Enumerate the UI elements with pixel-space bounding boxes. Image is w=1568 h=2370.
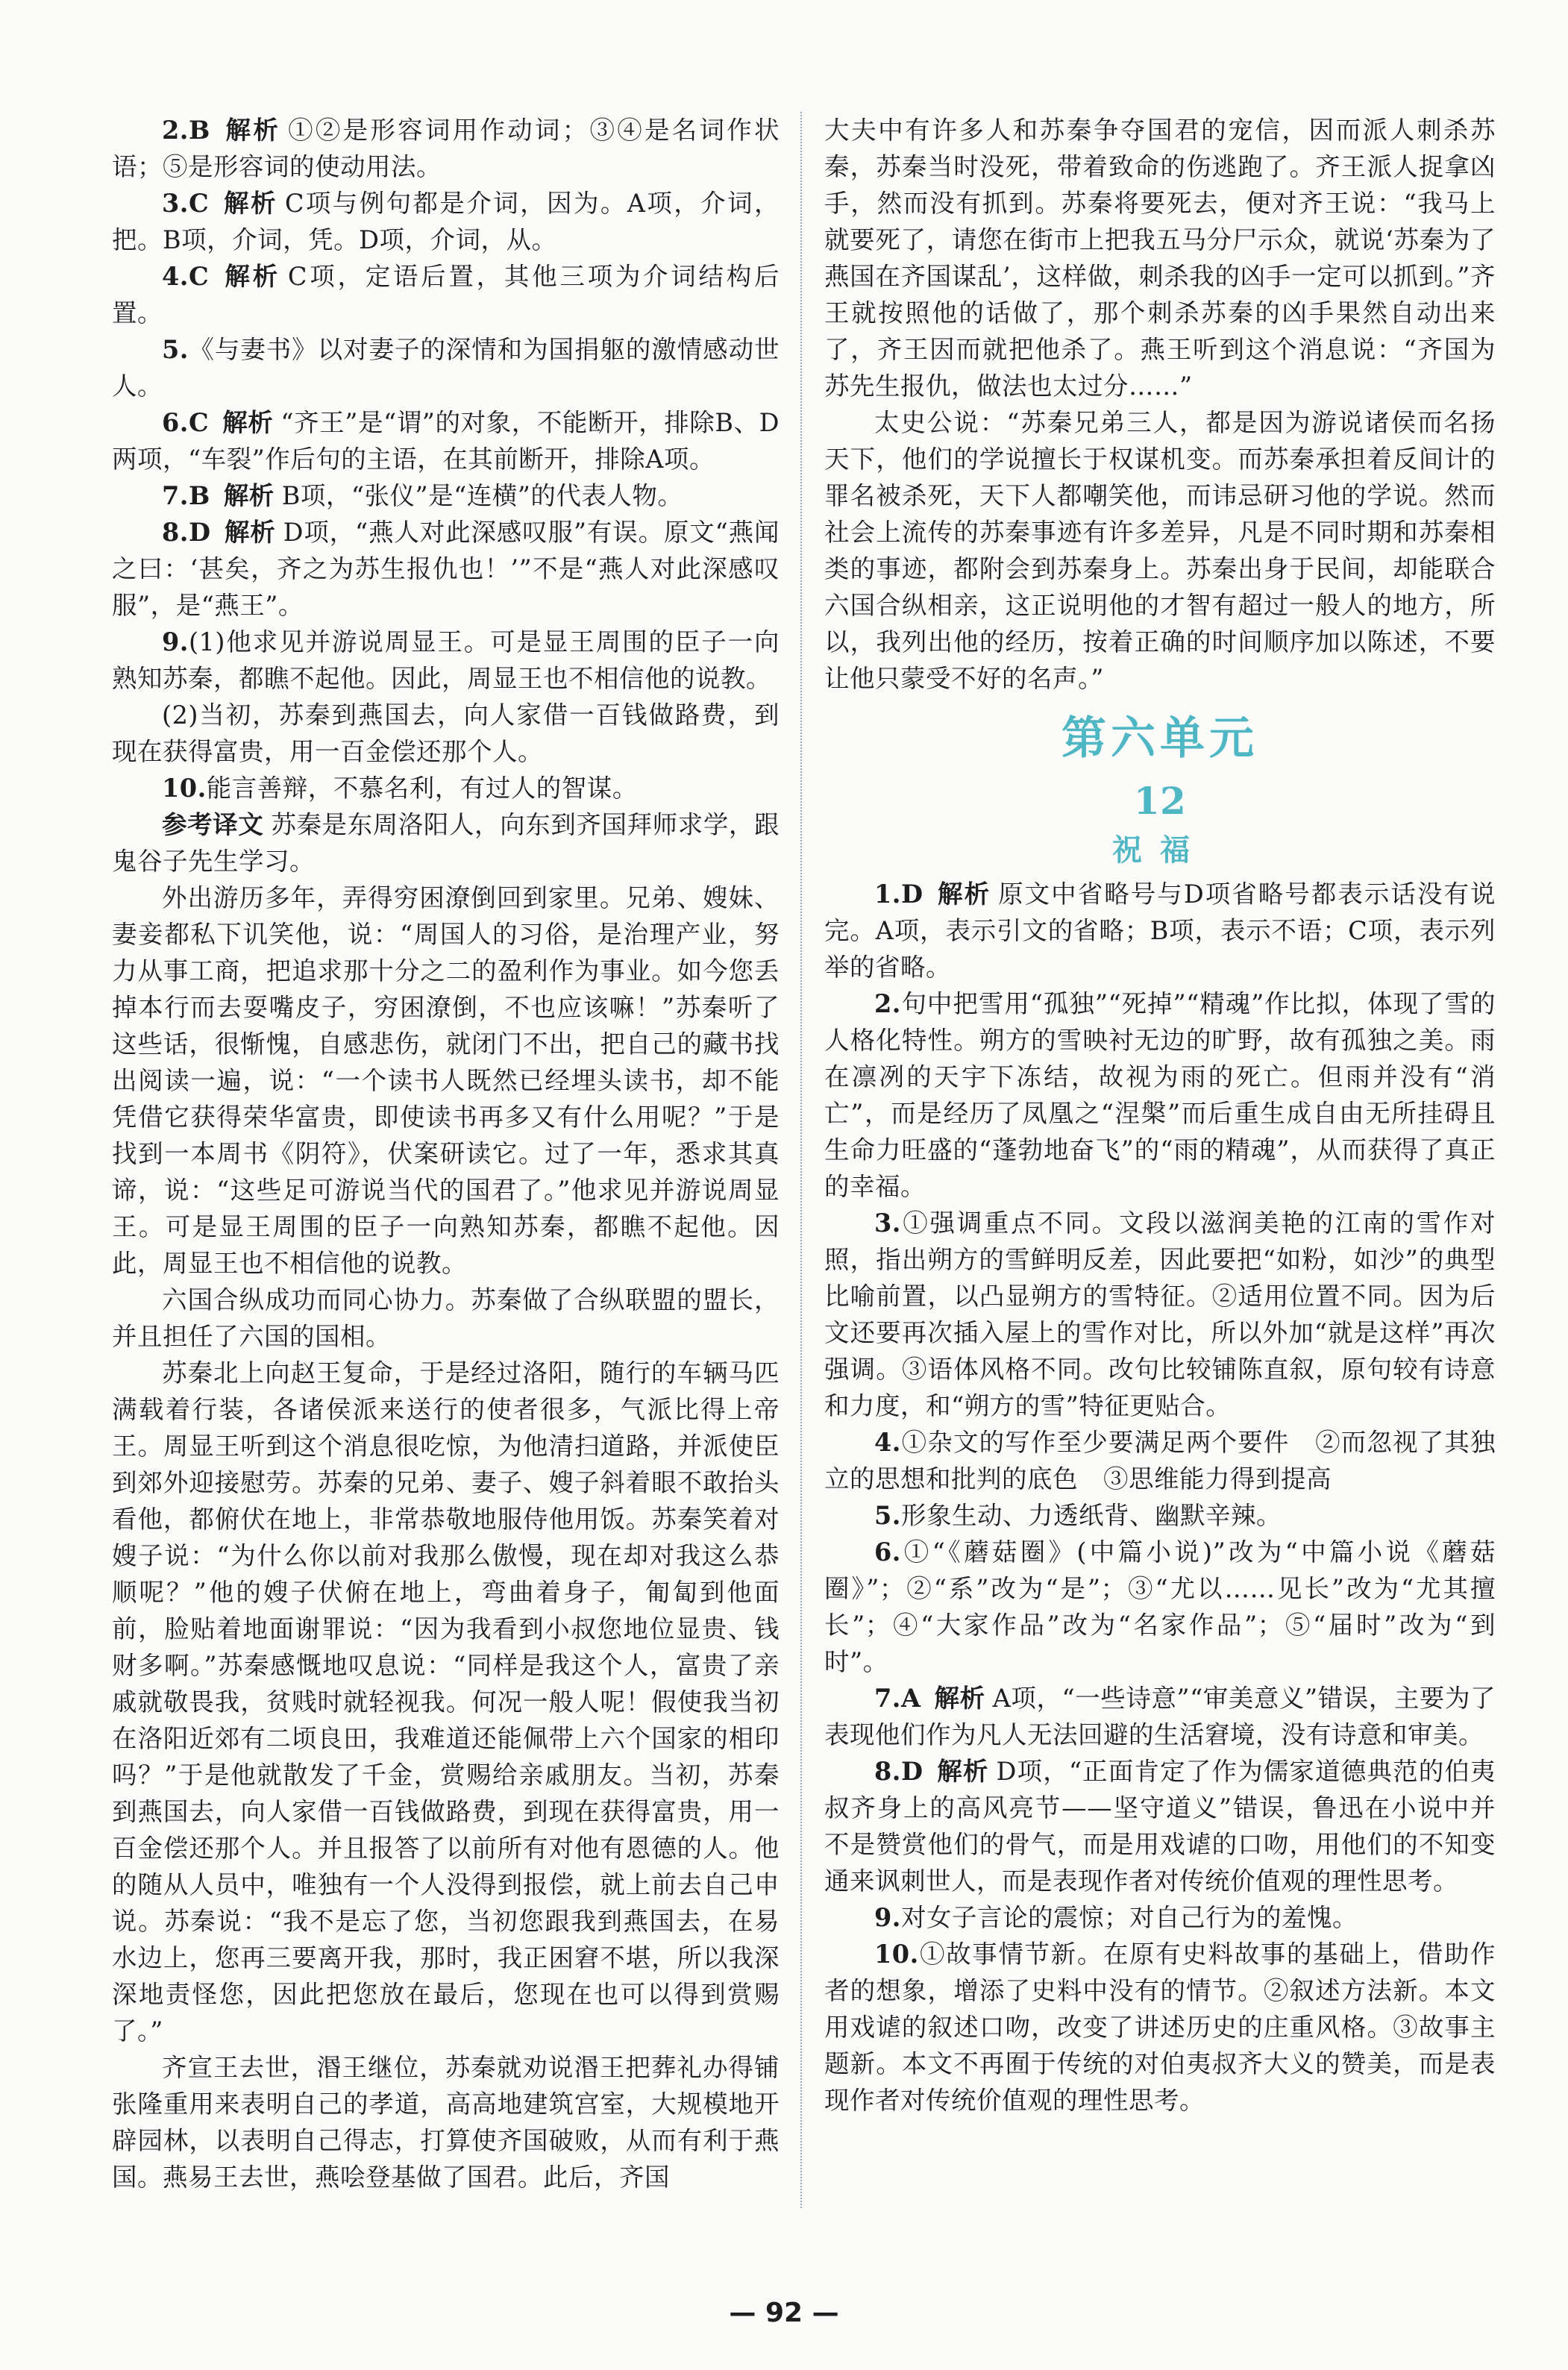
question-number: 3.C <box>162 189 210 218</box>
paragraph-text: 《与妻书》以对妻子的深情和为国捐躯的激情感动世人。 <box>112 335 780 401</box>
paragraph-text: D项，“燕人对此深感叹服”有误。原文“燕闻之曰：‘甚矣，齐之为苏生报仇也！’”不是“燕人对此深感叹服”，是“燕王”。 <box>112 518 780 620</box>
page-number: — 92 — <box>729 2298 839 2328</box>
analysis-label: 解析 <box>222 262 280 291</box>
paragraph-text: ①强调重点不同。文段以滋润美艳的江南的雪作对照，指出朔方的雪鲜明反差，因此要把“如粉，如沙”的典型比喻前置，以凸显朔方的雪特征。②适用位置不同。因为后文还要再次插入屋上的雪作对比，所以外加“就是这样”再次强调。③语体风格不同。改句比较铺陈直叙，原句较有诗意和力度，和“朔方的雪”特征更贴合。 <box>824 1208 1496 1420</box>
unit-title: 第六单元 <box>1061 712 1258 765</box>
answer-paragraph <box>824 1205 1496 1424</box>
paragraph-text: 能言善辩，不慕名利，有过人的智谋。 <box>206 774 638 803</box>
paragraph-text: A项，“一些诗意”“审美意义”错误，主要为了表现他们作为凡人无法回避的生活窘境，没有诗意和审美。 <box>824 1684 1496 1749</box>
analysis-label: 解析 <box>936 880 991 909</box>
analysis-label: 解析 <box>222 189 277 218</box>
paragraph-text: 太史公说：“苏秦兄弟三人，都是因为游说诸侯而名扬天下，他们的学说擅长于权谋机变。而苏秦承担着反间计的罪名被杀死，天下人都嘲笑他，而讳忌研习他的学说。然而社会上流传的苏秦事迹有许多差异，凡是不同时期和苏秦相类的事迹，都附会到苏秦身上。苏秦出身于民间，却能联合六国合纵相亲，这正说明他的才智有超过一般人的地方，所以，我列出他的经历，按着正确的时间顺序加以陈述，不要让他只蒙受不好的名声。” <box>824 408 1496 693</box>
paragraph-text: ①②是形容词用作动词；③④是名词作状语；⑤是形容词的使动用法。 <box>112 116 780 181</box>
right-column <box>824 112 1496 2119</box>
question-number: 2. <box>874 989 901 1018</box>
answer-paragraph <box>112 770 780 806</box>
answer-paragraph <box>824 404 1496 697</box>
paragraph-text: 苏秦是东周洛阳人，向东到齐国拜师求学，跟鬼谷子先生学习。 <box>112 810 780 876</box>
question-number: 9. <box>874 1903 901 1932</box>
answer-paragraph <box>112 185 780 258</box>
paragraph-text: 六国合纵成功而同心协力。苏秦做了合纵联盟的盟长，并且担任了六国的国相。 <box>112 1285 780 1351</box>
paragraph-text: 对女子言论的震惊；对自己行为的羞愧。 <box>900 1903 1358 1932</box>
paragraph-text: C项，定语后置，其他三项为介词结构后置。 <box>112 262 780 327</box>
question-number: 8.D <box>162 518 211 547</box>
answer-paragraph <box>824 1680 1496 1753</box>
answer-paragraph <box>112 404 780 477</box>
answer-paragraph <box>112 477 780 514</box>
answer-paragraph <box>112 514 780 624</box>
analysis-label: 参考译文 <box>162 810 264 839</box>
analysis-label: 解析 <box>936 1757 989 1786</box>
answer-paragraph <box>824 985 1496 1205</box>
paragraph-text: 外出游历多年，弄得穷困潦倒回到家里。兄弟、嫂妹、妻妾都私下讥笑他，说：“周国人的习俗，是治理产业，努力从事工商，把追求那十分之二的盈利作为事业。如今您丢掉本行而去耍嘴皮子，穷困潦倒，不也应该嘛！”苏秦听了这些话，很惭愧，自感悲伤，就闭门不出，把自己的藏书找出阅读一遍，说：“一个读书人既然已经埋头读书，却不能凭借它获得荣华富贵，即使读书再多又有什么用呢？”于是找到一本周书《阴符》，伏案研读它。过了一年，悉求其真谛，说：“这些足可游说当代的国君了。”他求见并游说周显王。可是显王周围的臣子一向熟知苏秦，都瞧不起他。因此，周显王也不相信他的说教。 <box>112 883 780 1278</box>
right-top-text <box>824 112 1496 697</box>
question-number: 4. <box>874 1428 901 1457</box>
answer-paragraph <box>112 1355 780 2049</box>
answer-paragraph <box>112 258 780 331</box>
paragraph-text: 苏秦北上向赵王复命，于是经过洛阳，随行的车辆马匹满载着行装，各诸侯派来送行的使者很多，气派比得上帝王。周显王听到这个消息很吃惊，为他清扫道路，并派使臣到郊外迎接慰劳。苏秦的兄弟、妻子、嫂子斜着眼不敢抬头看他，都俯伏在地上，非常恭敬地服侍他用饭。苏秦笑着对嫂子说：“为什么你以前对我那么傲慢，现在却对我这么恭顺呢？”他的嫂子伏俯在地上，弯曲着身子，匍匐到他面前，脸贴着地面谢罪说：“因为我看到小叔您地位显贵、钱财多啊。”苏秦感慨地叹息说：“同样是我这个人，富贵了亲戚就敬畏我，贫贱时就轻视我。何况一般人呢！假使我当初在洛阳近郊有二顷良田，我难道还能佩带上六个国家的相印吗？”于是他就散发了千金，赏赐给亲戚朋友。当初，苏秦到燕国去，向人家借一百钱做路费，到现在获得富贵，用一百金偿还那个人。并且报答了以前所有对他有恩德的人。他的随从人员中，唯独有一个人没得到报偿，就上前去自己申说。苏秦说：“我不是忘了您，当初您跟我到燕国去，在易水边上，您再三要离开我，那时，我正困窘不堪，所以我深深地责怪您，因此把您放在最后，您现在也可以得到赏赐了。” <box>112 1358 780 2045</box>
answer-paragraph <box>824 1534 1496 1680</box>
answer-paragraph <box>112 880 780 1282</box>
paragraph-text: 原文中省略号与D项省略号都表示话没有说完。A项，表示引文的省略；B项，表示不语；C项，表示列举的省略。 <box>824 880 1496 982</box>
question-number: 5. <box>874 1501 901 1530</box>
answer-paragraph <box>824 1753 1496 1899</box>
paragraph-text: 形象生动、力透纸背、幽默辛辣。 <box>900 1501 1282 1530</box>
answer-paragraph <box>824 1424 1496 1497</box>
question-number: 7.A <box>874 1684 921 1713</box>
paragraph-text: ①杂文的写作至少要满足两个要件 ②而忽视了其独立的思想和批判的底色 ③思维能力得到提高 <box>824 1428 1496 1493</box>
analysis-label: 解析 <box>222 408 274 437</box>
column-divider <box>800 112 802 2208</box>
paragraph-text: B项，“张仪”是“连横”的代表人物。 <box>281 481 683 510</box>
answer-paragraph <box>824 112 1496 404</box>
question-number: 2.B <box>162 116 210 145</box>
answer-paragraph <box>112 331 780 404</box>
answer-paragraph <box>112 697 780 770</box>
answer-paragraph <box>112 624 780 697</box>
answer-paragraph <box>112 1282 780 1355</box>
question-number: 9. <box>162 627 189 656</box>
answer-paragraph <box>112 112 780 185</box>
answer-paragraph <box>112 806 780 880</box>
analysis-label: 解析 <box>934 1684 985 1713</box>
question-number: 5. <box>162 335 189 364</box>
question-number: 10. <box>874 1940 919 1969</box>
paragraph-text: D项，“正面肯定了作为儒家道德典范的伯夷叔齐身上的高风亮节——坚守道义”错误，鲁迅在小说中并不是赞赏他们的骨气，而是用戏谑的口吻，用他们的不知变通来讽刺世人，而是表现作者对传统价值观的理性思考。 <box>824 1757 1496 1896</box>
left-column <box>112 112 780 2195</box>
paragraph-text: 句中把雪用“孤独”“死掉”“精魂”作比拟，体现了雪的人格化特性。朔方的雪映衬无边的旷野，故有孤独之美。雨在凛冽的天宇下冻结，故视为雨的死亡。但雨并没有“消亡”，而是经历了凤凰之“涅槃”而后重生成自由无所挂碍且生命力旺盛的“蓬勃地奋飞”的“雨的精魂”，从而获得了真正的幸福。 <box>824 989 1496 1201</box>
paragraph-text: 大夫中有许多人和苏秦争夺国君的宠信，因而派人刺杀苏秦，苏秦当时没死，带着致命的伤逃跑了。齐王派人捉拿凶手，然而没有抓到。苏秦将要死去，便对齐王说：“我马上就要死了，请您在街市上把我五马分尸示众，就说‘苏秦为了燕国在齐国谋乱’，这样做，刺杀我的凶手一定可以抓到。”齐王就按照他的话做了，那个刺杀苏秦的凶手果然自动出来了，齐王因而就把他杀了。燕王听到这个消息说：“齐国为苏先生报仇，做法也太过分……” <box>824 116 1496 401</box>
question-number: 6.C <box>162 408 210 437</box>
analysis-label: 解析 <box>223 116 281 145</box>
answer-paragraph <box>824 1899 1496 1936</box>
question-number: 10. <box>162 774 207 803</box>
paragraph-text: ①故事情节新。在原有史料故事的基础上，借助作者的想象，增添了史料中没有的情节。②叙述方法新。本文用戏谑的叙述口吻，改变了讲述历史的庄重风格。③故事主题新。本文不再囿于传统的对伯夷叔齐大义的赞美，而是表现作者对传统价值观的理性思考。 <box>824 1940 1496 2115</box>
analysis-label: 解析 <box>224 518 276 547</box>
question-number: 4.C <box>162 262 210 291</box>
answer-paragraph <box>824 876 1496 985</box>
paragraph-text: (1)他求见并游说周显王。可是显王周围的臣子一向熟知苏秦，都瞧不起他。因此，周显王也不相信他的说教。 <box>112 627 780 693</box>
question-number: 3. <box>874 1208 901 1238</box>
paragraph-text: 齐宣王去世，湣王继位，苏秦就劝说湣王把葬礼办得铺张隆重用来表明自己的孝道，高高地建筑宫室，大规模地开辟园林，以表明自己得志，打算使齐国破败，从而有利于燕国。燕易王去世，燕哙登基做了国君。此后，齐国 <box>112 2053 780 2192</box>
lesson-number: 12 <box>1133 779 1187 823</box>
paragraph-text: “齐王”是“谓”的对象，不能断开，排除B、D两项，“车裂”作后句的主语，在其前断开，排除A项。 <box>112 408 780 474</box>
question-number: 6. <box>874 1537 901 1567</box>
lesson-title: 祝福 <box>1112 833 1208 868</box>
question-number: 7.B <box>162 481 210 510</box>
answer-paragraph <box>824 1497 1496 1534</box>
answer-paragraph <box>824 1936 1496 2119</box>
paragraph-text: (2)当初，苏秦到燕国去，向人家借一百钱做路费，到现在获得富贵，用一百金偿还那个人。 <box>112 700 780 766</box>
question-number: 1.D <box>874 880 923 909</box>
paragraph-text: C项与例句都是介词，因为。A项，介词，把。B项，介词，凭。D项，介词，从。 <box>112 189 780 254</box>
paragraph-text: ①“《蘑菇圈》(中篇小说)”改为“中篇小说《蘑菇圈》”；②“系”改为“是”；③“尤以……见长”改为“尤其擅长”；④“大家作品”改为“名家作品”；⑤“届时”改为“到时”。 <box>824 1537 1496 1676</box>
question-number: 8.D <box>874 1757 923 1786</box>
answer-paragraph <box>112 2049 780 2195</box>
right-bottom-answers <box>824 876 1496 2119</box>
analysis-label: 解析 <box>223 481 275 510</box>
